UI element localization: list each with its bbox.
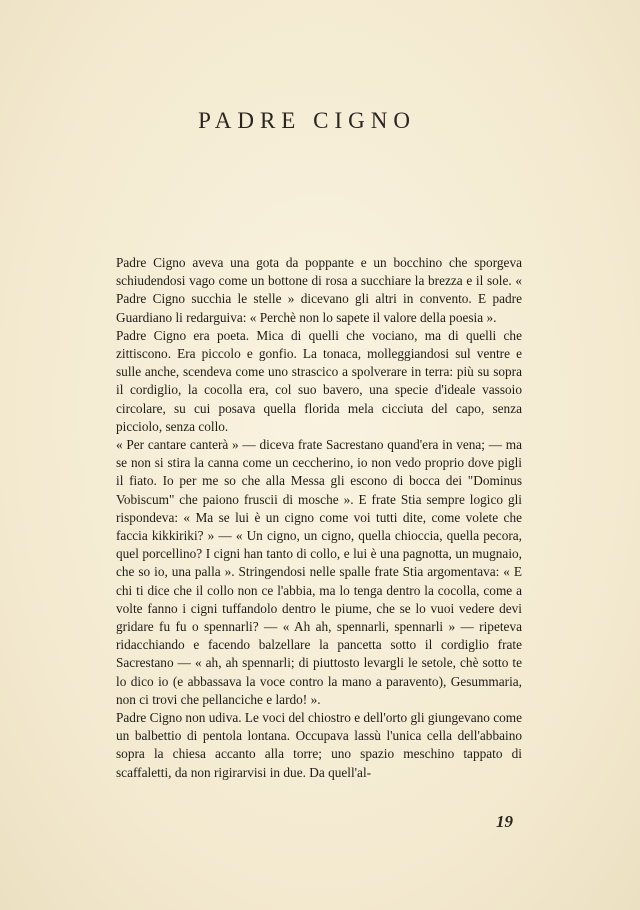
paragraph-2: Padre Cigno era poeta. Mica di quelli che vociano, ma di quelli che zittiscono. Era piccolo e gonfio. La tonaca, molleggiandosi sul ventre e sulle anche, scendeva come uno strascico a spolverare in terra: più su sopra il cordiglio, la cocolla era, col suo bavero, una specie d'ideale vassoio circolare, su cui posava quella florida mela cicciuta del capo, senza picciolo, senza collo. xyxy=(116,327,522,434)
chapter-title: PADRE CIGNO xyxy=(198,108,416,133)
page-number: 19 xyxy=(496,812,513,831)
chapter-body xyxy=(116,254,522,782)
paragraph-4: Padre Cigno non udiva. Le voci del chiostro e dell'orto gli giungevano come un balbettio di pentola lontana. Occupava lassù l'unica cella dell'abbaino sopra la chiesa accanto alla torre; uno spazio meschino tappato di scaffaletti, da non rigirarvisi in due. Da quell'al- xyxy=(116,710,523,780)
paragraph-1: Padre Cigno aveva una gota da poppante e un bocchino che sporgeva schiudendosi vago come un bottone di rosa a succhiare la brezza e il sole. « Padre Cigno succhia le stelle » dicevano gli altri in convento. E padre Guardiano li redarguiva: « Perchè non lo sapete il valore della poesia ». xyxy=(116,255,522,325)
paragraph-3: « Per cantare canterà » — diceva frate Sacrestano quand'era in vena; — ma se non si stira la canna come un ceccherino, io non vedo proprio dove pigli il fiato. Io per me so che alla Messa gli escono di bocca dei "Dominus Vobiscum" che paiono fruscii di mosche ». E frate Stia sempre logico gli rispondeva: « Ma se lui è un cigno come voi tutti dite, come volete che faccia kikkiriki? » — « Un cigno, un cigno, quella chioccia, quella pecora, quel porcellino? I cigni han tanto di collo, e lui è una pagnotta, un mugnaio, che so io, una palla ». Stringendosi nelle spalle frate Stia argomentava: « E chi ti dice che il collo non ce l'abbia, ma lo tenga dentro la cocolla, come a volte fanno i cigni tuffandolo dentro le piume, che se lo vuoi vedere devi gridare fu fu o spennarli? — « Ah ah, spennarli, spennarli » — ripeteva ridacchiando e facendo balzellare la pancetta sotto il cordiglio frate Sacrestano — « ah, ah spennarli; di piuttosto levargli le setole, chè sotto te lo dico io (e abbassava la voce contro la mano a paravento), Gesummaria, non ci trovi che pellanciche e lardo! ». xyxy=(116,437,522,707)
